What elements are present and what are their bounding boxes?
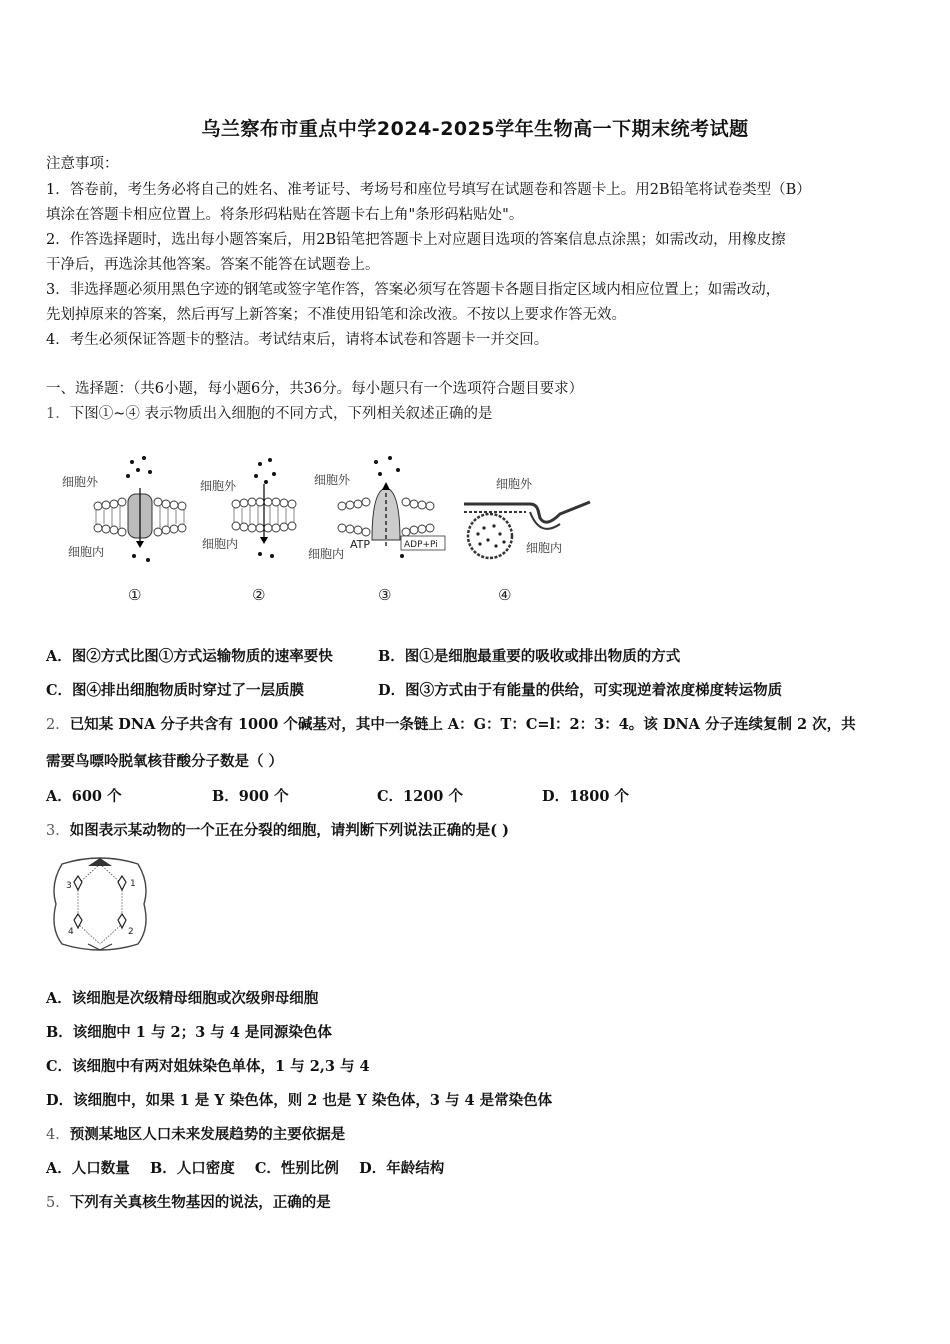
q3-option-d[interactable]: D．该细胞中，如果 1 是 Y 染色体，则 2 也是 Y 染色体，3 与 4 是常染色体 <box>46 1092 553 1109</box>
notice-heading: 注意事项： <box>46 156 119 172</box>
dividing-cell-figure <box>50 854 150 954</box>
question-text: 已知某 DNA 分子共含有 1000 个碱基对，其中一条链上 A：G：T：C=l：2：3：4。该 DNA 分子连续复制 2 次，共 <box>69 716 856 733</box>
q1-option-b[interactable]: B．图①是细胞最重要的吸收或排出物质的方式 <box>378 648 681 665</box>
section-heading: 一、选择题：（共6小题，每小题6分，共36分。每小题只有一个选项符合题目要求） <box>46 381 584 397</box>
question-number: 3． <box>46 823 70 839</box>
inside-label: 细胞内 <box>526 541 563 555</box>
question-text: 下列有关真核生物基因的说法，正确的是 <box>69 1194 331 1211</box>
panel-3 <box>308 456 445 604</box>
question-4-stem <box>46 1123 345 1144</box>
question-text: 下图①~④ 表示物质出入细胞的不同方式，下列相关叙述正确的是 <box>69 406 493 422</box>
inside-label: 细胞内 <box>308 547 345 561</box>
chromosome-1-label: 1 <box>130 879 136 889</box>
q1-option-d[interactable]: D．图③方式由于有能量的供给，可实现逆着浓度梯度转运物质 <box>378 682 783 699</box>
outside-label: 细胞外 <box>314 473 351 487</box>
inside-label: 细胞内 <box>68 545 105 559</box>
chromosome-4-label: 4 <box>68 927 74 937</box>
q3-option-b[interactable]: B．该细胞中 1 与 2；3 与 4 是同源染色体 <box>46 1024 332 1041</box>
notice-line: 4．考生必须保证答题卡的整洁。考试结束后，请将本试卷和答题卡一并交回。 <box>46 332 549 348</box>
page-title: 乌兰察布市重点中学2024-2025学年生物高一下期末统考试题 <box>201 118 749 140</box>
question-text: 预测某地区人口未来发展趋势的主要依据是 <box>69 1126 346 1143</box>
question-number: 2． <box>46 717 70 733</box>
outside-label: 细胞外 <box>62 475 99 489</box>
question-text: 如图表示某动物的一个正在分裂的细胞，请判断下列说法正确的是( ) <box>69 822 510 839</box>
transport-figure <box>60 428 600 608</box>
question-1-stem <box>46 402 493 423</box>
panel-4 <box>464 477 590 604</box>
q2-option-d[interactable]: D．1800 个 <box>542 788 629 805</box>
question-2-stem <box>46 713 856 734</box>
panel-label: ④ <box>498 586 512 604</box>
panel-2 <box>200 458 296 604</box>
q1-option-c[interactable]: C．图④排出细胞物质时穿过了一层质膜 <box>46 682 305 699</box>
panel-label: ③ <box>378 586 392 604</box>
q1-option-a[interactable]: A．图②方式比图①方式运输物质的速率要快 <box>46 648 333 665</box>
q3-option-c[interactable]: C．该细胞中有两对姐妹染色单体，1 与 2,3 与 4 <box>46 1058 370 1075</box>
panel-label: ② <box>252 586 266 604</box>
notice-line: 1．答卷前，考生务必将自己的姓名、准考证号、考场号和座位号填写在试题卷和答题卡上。用2B铅笔将试卷类型（B） <box>46 182 811 198</box>
notice-line: 3．非选择题必须用黑色字迹的钢笔或签字笔作答，答案必须写在答题卡各题目指定区域内相应位置上；如需改动， <box>46 282 781 298</box>
atp-label: ATP <box>350 538 371 551</box>
adp-label: ADP+Pi <box>404 540 438 550</box>
question-3-stem <box>46 819 509 840</box>
notice-line: 先划掉原来的答案，然后再写上新答案；不准使用铅笔和涂改液。不按以上要求作答无效。 <box>46 307 626 323</box>
chromosome-3-label: 3 <box>66 881 72 891</box>
q2-option-b[interactable]: B．900 个 <box>212 788 289 805</box>
q2-option-c[interactable]: C．1200 个 <box>377 788 463 805</box>
notice-line: 2．作答选择题时，选出每小题答案后，用2B铅笔把答题卡上对应题目选项的答案信息点涂黑；如需改动，用橡皮擦 <box>46 232 786 248</box>
q3-option-a[interactable]: A．该细胞是次级精母细胞或次级卵母细胞 <box>46 990 319 1007</box>
q2-option-a[interactable]: A．600 个 <box>46 788 122 805</box>
outside-label: 细胞外 <box>496 477 533 491</box>
outside-label: 细胞外 <box>200 479 237 493</box>
q4-options[interactable]: A．人口数量 B．人口密度 C．性别比例 D．年龄结构 <box>46 1160 445 1177</box>
panel-label: ① <box>128 586 142 604</box>
question-number: 4． <box>46 1127 70 1143</box>
chromosome-2-label: 2 <box>128 927 134 937</box>
notice-line: 填涂在答题卡相应位置上。将条形码粘贴在答题卡右上角"条形码粘贴处"。 <box>46 207 524 223</box>
panel-1 <box>62 456 186 604</box>
notice-line: 干净后，再选涂其他答案。答案不能答在试题卷上。 <box>46 257 380 273</box>
question-number: 5． <box>46 1195 70 1211</box>
question-number: 1． <box>46 406 70 422</box>
inside-label: 细胞内 <box>202 537 239 551</box>
question-5-stem <box>46 1191 331 1212</box>
question-2-stem-cont: 需要鸟嘌呤脱氧核苷酸分子数是（ ） <box>46 753 284 770</box>
